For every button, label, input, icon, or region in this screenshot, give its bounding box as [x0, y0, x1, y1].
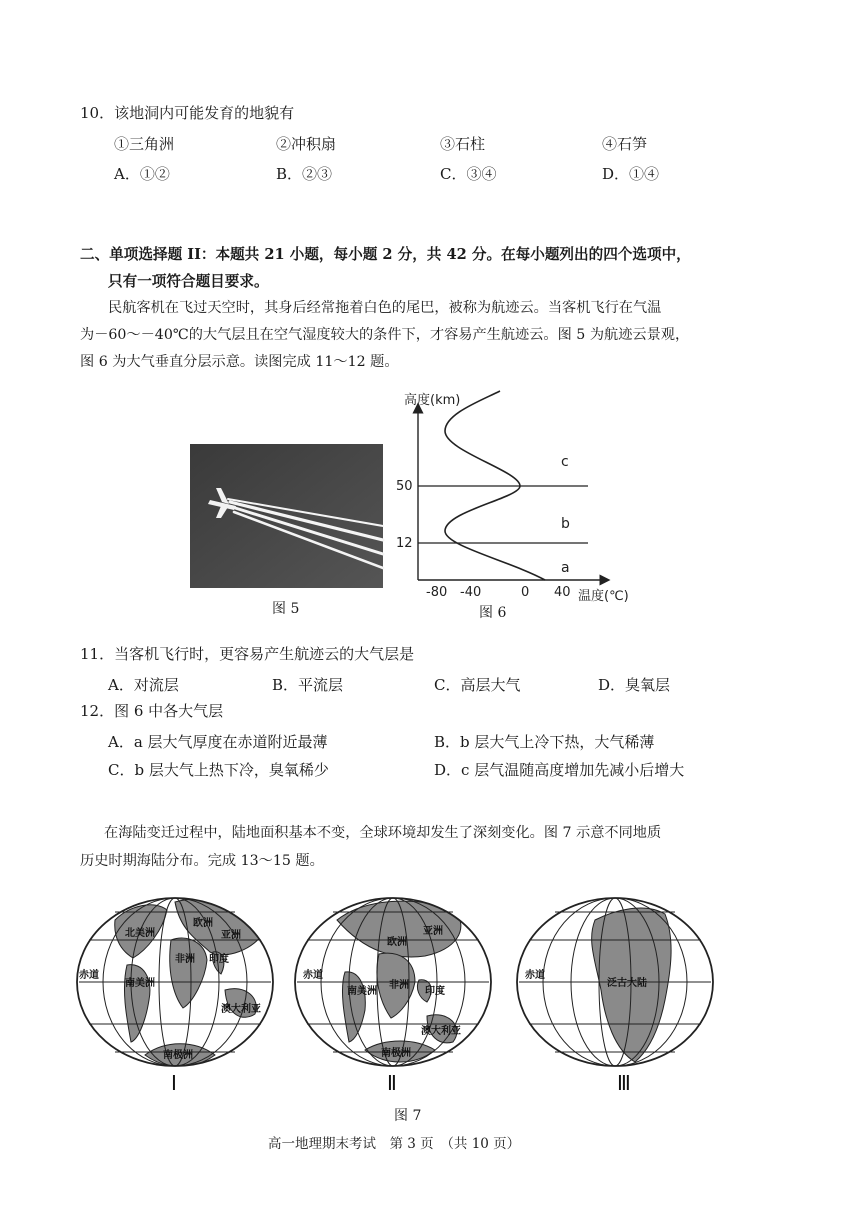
passage1-line1: 民航客机在飞过天空时，其身后经常拖着白色的尾巴，被称为航迹云。当客机飞行在气温: [108, 300, 662, 316]
ytick-50: 50: [396, 479, 413, 494]
map2-label-south-america: 南美洲: [347, 986, 377, 997]
map1-label-north-america: 北美洲: [125, 928, 155, 939]
fig5-contrail-photo: [190, 444, 383, 588]
passage2-line2: 历史时期海陆分布。完成 13～15 题。: [80, 853, 324, 869]
q10-item-1: ①三角洲: [114, 135, 175, 153]
map-1: [77, 898, 273, 1066]
q10-item-2: ②冲积扇: [276, 135, 337, 153]
passage1-line3: 图 6 为大气垂直分层示意。读图完成 11～12 题。: [80, 354, 399, 370]
map3-label-pangaea: 泛古大陆: [607, 978, 647, 989]
map1-numeral: Ⅰ: [171, 1071, 177, 1095]
layer-c-label: c: [561, 454, 569, 470]
map-3: [517, 898, 713, 1066]
fig7-paleomaps: [75, 890, 795, 1095]
map2-label-india: 印度: [425, 986, 445, 997]
map2-label-asia: 亚洲: [423, 926, 443, 937]
map3-label-equator: 赤道: [525, 970, 545, 981]
map2-label-antarctica: 南极洲: [381, 1048, 411, 1059]
map3-numeral: Ⅲ: [617, 1071, 631, 1095]
q12-option-d: D．c 层气温随高度增加先减小后增大: [434, 761, 685, 779]
q10-option-b: B．②③: [276, 165, 333, 183]
map2-numeral: Ⅱ: [387, 1071, 397, 1095]
q10-item-4: ④石笋: [602, 135, 648, 153]
q10-option-c: C．③④: [440, 165, 497, 183]
passage1-line2: 为－60～－40℃的大气层且在空气湿度较大的条件下，才容易产生航迹云。图 5 为航迹云景观，: [80, 327, 690, 343]
map1-label-africa: 非洲: [175, 954, 195, 965]
map2-label-europe: 欧洲: [387, 937, 407, 948]
q12-option-b: B．b 层大气上冷下热，大气稀薄: [434, 733, 655, 751]
ytick-12: 12: [396, 536, 413, 551]
map-2: [295, 898, 491, 1066]
layer-a-label: a: [561, 560, 570, 576]
map1-label-india: 印度: [209, 954, 229, 965]
q10-option-d: D．①④: [602, 165, 660, 183]
q11-option-c: C．高层大气: [434, 676, 521, 694]
xtick-m80: -80: [426, 585, 448, 600]
q12-option-a: A．a 层大气厚度在赤道附近最薄: [108, 733, 328, 751]
fig6-xlabel: 温度(℃): [578, 589, 629, 604]
map1-label-asia: 亚洲: [221, 930, 241, 941]
layer-b-label: b: [561, 516, 570, 532]
xtick-m40: -40: [460, 585, 482, 600]
map2-label-africa: 非洲: [389, 980, 409, 991]
xtick-0: 0: [521, 585, 530, 600]
q12-stem: 12．图 6 中各大气层: [80, 702, 224, 720]
map1-label-equator: 赤道: [79, 970, 99, 981]
fig6-ylabel: 高度(km): [404, 393, 461, 408]
q10-item-3: ③石柱: [440, 135, 486, 153]
map1-label-south-america: 南美洲: [125, 978, 155, 989]
q10-stem: 10．该地洞内可能发育的地貌有: [80, 104, 295, 122]
map2-label-equator: 赤道: [303, 970, 323, 981]
map1-label-antarctica: 南极洲: [163, 1050, 193, 1061]
passage2-line1: 在海陆变迁过程中，陆地面积基本不变，全球环境却发生了深刻变化。图 7 示意不同地质: [104, 825, 662, 841]
fig6-caption: 图 6: [479, 605, 507, 621]
xtick-40: 40: [554, 585, 571, 600]
page-footer: 高一地理期末考试 第 3 页 （共 10 页）: [268, 1136, 521, 1152]
map1-label-europe: 欧洲: [193, 918, 213, 929]
fig5-caption: 图 5: [272, 601, 300, 617]
q11-stem: 11．当客机飞行时，更容易产生航迹云的大气层是: [80, 645, 415, 663]
fig6-atmosphere-chart: [396, 386, 650, 608]
map2-label-australia: 澳大利亚: [421, 1026, 461, 1037]
section2-heading-line1: 二、单项选择题 II：本题共 21 小题，每小题 2 分，共 42 分。在每小题列出的四个选项中，: [80, 246, 691, 263]
q12-option-c: C．b 层大气上热下冷，臭氧稀少: [108, 761, 329, 779]
section2-heading-line2: 只有一项符合题目要求。: [108, 273, 269, 290]
q10-option-a: A．①②: [114, 165, 170, 183]
map1-label-australia: 澳大利亚: [221, 1004, 261, 1015]
q11-option-a: A．对流层: [108, 676, 179, 694]
q11-option-d: D．臭氧层: [598, 676, 671, 694]
q11-option-b: B．平流层: [272, 676, 344, 694]
fig7-caption: 图 7: [394, 1108, 422, 1124]
